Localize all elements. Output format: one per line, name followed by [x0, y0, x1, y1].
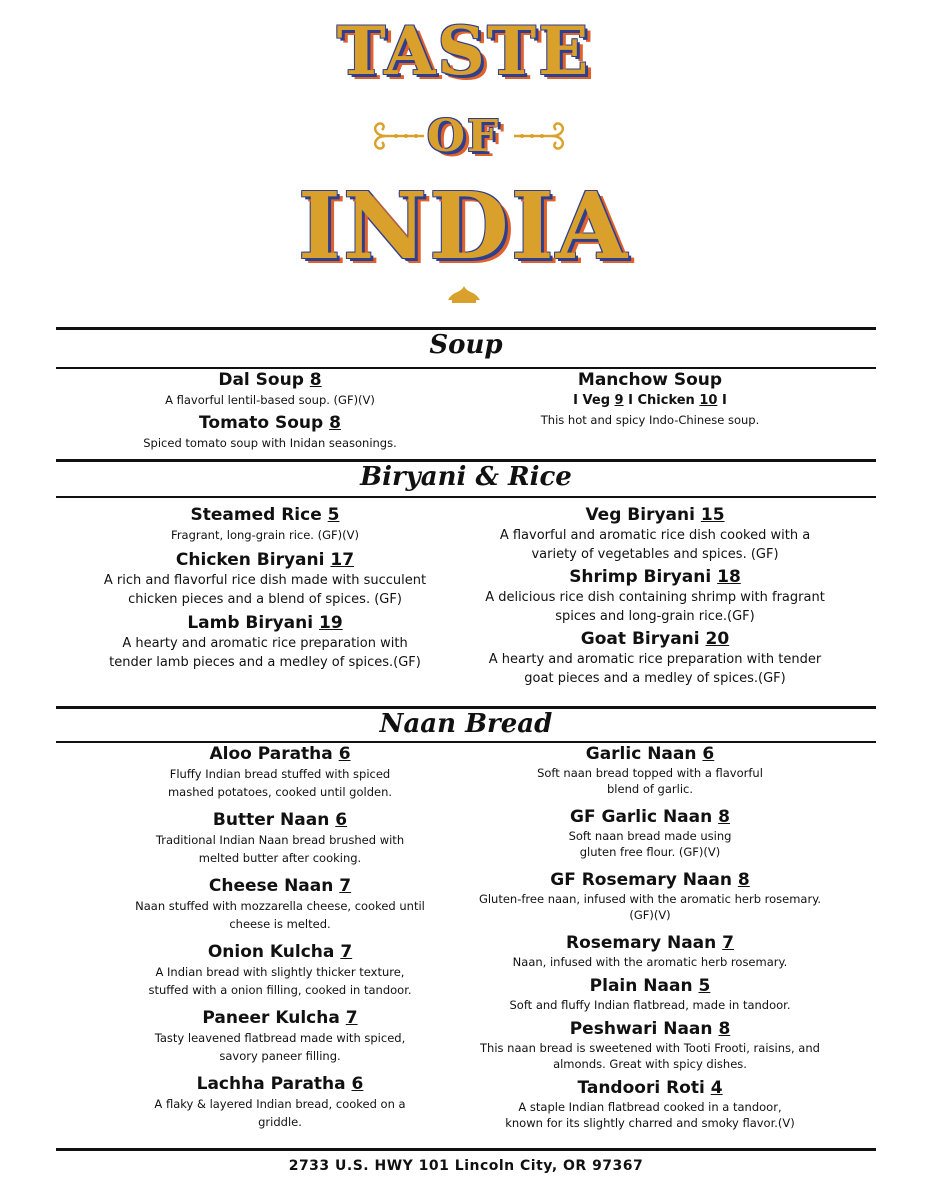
item-description: Spiced tomato soup with Inidan seasonings.: [143, 436, 397, 450]
item-description: Naan stuffed with mozzarella cheese, cooked until: [135, 899, 425, 913]
item-description: A delicious rice dish containing shrimp with fragrant: [485, 590, 825, 605]
item-description: Gluten-free naan, infused with the aromatic herb rosemary.: [478, 892, 822, 906]
menu-item: [100, 743, 460, 801]
item-price: 20: [705, 629, 730, 649]
price-label: I Chicken: [623, 393, 700, 408]
item-name: Tomato Soup: [199, 413, 324, 433]
soup-left-column: [110, 369, 430, 452]
menu-item: [80, 549, 450, 609]
item-name: Butter Naan: [212, 810, 330, 830]
item-price: 8: [737, 870, 750, 890]
menu-item: [80, 612, 450, 672]
menu-item: [100, 1007, 460, 1065]
item-description: Fragrant, long-grain rice. (GF)(V): [171, 528, 359, 542]
item-price: 8: [718, 1019, 731, 1039]
item-description: A flaky & layered Indian bread, cooked on a: [154, 1097, 406, 1111]
item-price: 4: [710, 1078, 723, 1098]
menu-item: [480, 369, 820, 429]
item-description: This naan bread is sweetened with Tooti Frooti, raisins, and: [480, 1041, 820, 1055]
menu-item: [80, 504, 450, 544]
item-price: 18: [717, 567, 741, 587]
item-name: Tandoori Roti: [577, 1078, 705, 1098]
item-description: tender lamb pieces and a medley of spices.(GF): [109, 655, 421, 670]
item-price: 7: [339, 876, 352, 896]
menu-item: [450, 932, 850, 970]
menu-item: [450, 806, 850, 860]
ornament-icon: [446, 284, 482, 306]
item-price: 8: [718, 807, 730, 827]
menu-item: [100, 809, 460, 867]
item-name: Manchow Soup: [577, 370, 723, 390]
item-description: variety of vegetables and spices. (GF): [531, 547, 779, 562]
item-name: Steamed Rice: [190, 505, 322, 525]
menu-item: [450, 869, 850, 923]
item-name: GF Rosemary Naan: [550, 870, 732, 890]
item-description: Traditional Indian Naan bread brushed with: [155, 833, 405, 847]
item-name: Rosemary Naan: [565, 933, 717, 953]
item-price: 6: [335, 810, 348, 830]
item-description: Soft naan bread made using: [568, 829, 732, 843]
item-name: Chicken Biryani: [175, 550, 325, 570]
divider: [56, 1148, 876, 1151]
item-description: A Indian bread with slightly thicker texture,: [155, 965, 405, 979]
item-name: Paneer Kulcha: [202, 1008, 340, 1028]
menu-item: [450, 1018, 850, 1072]
menu-item: [110, 369, 430, 409]
item-description: A flavorful lentil-based soup. (GF)(V): [165, 393, 375, 407]
item-description: Soft naan bread topped with a flavorful: [537, 766, 763, 780]
item-price: 8: [329, 413, 341, 433]
item-description: This hot and spicy Indo-Chinese soup.: [540, 413, 760, 427]
item-price: 15: [700, 505, 725, 525]
item-name: Peshwari Naan: [569, 1019, 713, 1039]
section-title-naan: Naan Bread: [379, 709, 553, 739]
logo-taste: TASTE: [336, 12, 591, 90]
item-price: 17: [330, 550, 355, 570]
item-price: 5: [698, 976, 711, 996]
item-name: Lachha Paratha: [196, 1074, 346, 1094]
naan-right-column: [450, 743, 850, 1131]
item-description: goat pieces and a medley of spices.(GF): [524, 671, 786, 686]
item-description: chicken pieces and a blend of spices. (GF): [128, 592, 402, 607]
logo-of: OF: [426, 111, 501, 162]
item-description: spices and long-grain rice.(GF): [555, 609, 755, 624]
item-description: cheese is melted.: [229, 917, 331, 931]
section-title-biryani: Biryani & Rice: [360, 462, 572, 492]
biryani-right-column: [460, 504, 850, 688]
item-price: 10: [699, 393, 718, 408]
item-description: A staple Indian flatbread cooked in a tandoor,: [518, 1100, 782, 1114]
item-description: known for its slightly charred and smoky flavor.(V): [505, 1116, 795, 1130]
item-name: Cheese Naan: [208, 876, 334, 896]
item-price: 7: [345, 1008, 358, 1028]
item-price: 7: [722, 933, 735, 953]
item-description: Naan, infused with the aromatic herb rosemary.: [512, 955, 788, 969]
item-description: Fluffy Indian bread stuffed with spiced: [169, 767, 391, 781]
item-price: 7: [340, 942, 353, 962]
menu-item: [460, 566, 850, 626]
item-name: Lamb Biryani: [187, 613, 314, 633]
item-name: Dal Soup: [218, 370, 304, 390]
item-description: almonds. Great with spicy dishes.: [553, 1057, 747, 1071]
item-description: A rich and flavorful rice dish made with succulent: [103, 573, 427, 588]
menu-item: [100, 941, 460, 999]
menu-item: [450, 743, 850, 797]
item-price: 5: [327, 505, 340, 525]
divider: [56, 496, 876, 498]
menu-item: [110, 412, 430, 452]
item-description: A hearty and aromatic rice preparation with: [122, 636, 408, 651]
item-description: (GF)(V): [629, 908, 671, 922]
item-description: stuffed with a onion filling, cooked in tandoor.: [148, 983, 412, 997]
item-description: savory paneer filling.: [219, 1049, 341, 1063]
menu-item: [450, 975, 850, 1013]
item-price: 6: [702, 744, 715, 764]
item-price-options: [480, 391, 820, 411]
item-price: 8: [309, 370, 322, 390]
item-description: griddle.: [258, 1115, 302, 1129]
biryani-left-column: [80, 504, 450, 672]
item-name: Aloo Paratha: [209, 744, 333, 764]
menu-item: [100, 875, 460, 933]
item-description: melted butter after cooking.: [198, 851, 362, 865]
menu-item: [460, 504, 850, 564]
address: 2733 U.S. HWY 101 Lincoln City, OR 97367: [288, 1158, 644, 1174]
item-description: A hearty and aromatic rice preparation with tender: [488, 652, 822, 667]
item-name: Goat Biryani: [580, 629, 700, 649]
item-price: 19: [319, 613, 343, 633]
price-label: I Veg: [573, 393, 615, 408]
item-description: blend of garlic.: [607, 782, 693, 796]
item-name: Garlic Naan: [585, 744, 697, 764]
naan-left-column: [100, 743, 460, 1131]
section-title-soup: Soup: [429, 330, 503, 360]
logo-india: INDIA: [297, 172, 630, 280]
item-price: 6: [351, 1074, 364, 1094]
item-description: mashed potatoes, cooked until golden.: [167, 785, 393, 799]
item-name: Plain Naan: [589, 976, 693, 996]
item-description: Tasty leavened flatbread made with spiced,: [154, 1031, 406, 1045]
item-name: Shrimp Biryani: [569, 567, 712, 587]
item-name: GF Garlic Naan: [570, 807, 713, 827]
menu-item: [460, 628, 850, 688]
right-flourish-icon: [512, 114, 572, 158]
item-description: A flavorful and aromatic rice dish cooked with a: [499, 528, 811, 543]
price-label: I: [717, 393, 727, 408]
menu-item: [450, 1077, 850, 1131]
item-description: gluten free flour. (GF)(V): [579, 845, 721, 859]
menu-item: [100, 1073, 460, 1131]
item-name: Veg Biryani: [585, 505, 695, 525]
item-price: 6: [338, 744, 351, 764]
item-description: Soft and fluffy Indian flatbread, made in tandoor.: [509, 998, 791, 1012]
item-price: 9: [614, 393, 624, 408]
soup-right-column: [480, 369, 820, 429]
item-name: Onion Kulcha: [207, 942, 335, 962]
